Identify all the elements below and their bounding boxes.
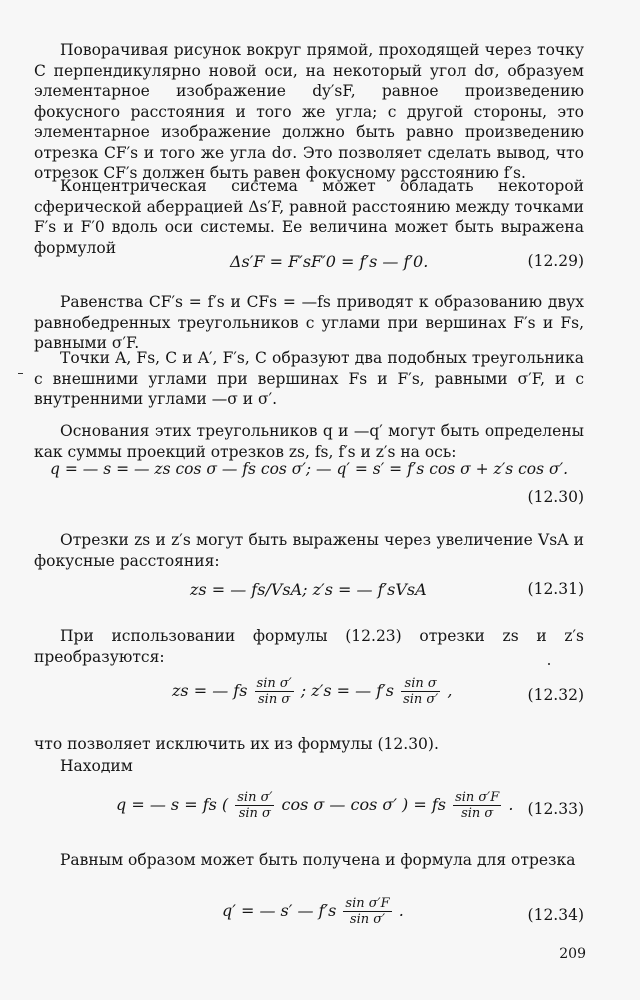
print-speck bbox=[548, 663, 550, 665]
paragraph-rotation: Поворачивая рисунок вокруг прямой, проходящей через точку C перпендикулярно новой оси, на некоторый угол dσ, образуем элементарное изображение dy′sF, равное произведению фокусного расстояния и того же угла; с другой стороны, это элементарное изображение должно быть равно произведению отрезка CF′s и того же угла dσ. Это позволяет сделать вывод, что отрезок CF′s должен быть равен фокусному расстоянию f′s. bbox=[34, 41, 584, 182]
fraction-numerator: sin σ′F bbox=[345, 896, 390, 911]
equation-text: zs = — fs bbox=[172, 681, 248, 700]
fraction-numerator: sin σ′F bbox=[455, 790, 500, 805]
equation-12-32-body bbox=[172, 676, 452, 707]
equation-number: (12.29) bbox=[527, 252, 584, 270]
equation-12-29 bbox=[0, 252, 640, 276]
fraction-denominator: sin σ bbox=[453, 805, 501, 821]
paragraph-similarly: Равным образом может быть получена и формула для отрезка bbox=[60, 851, 576, 869]
fraction-numerator: sin σ′ bbox=[256, 676, 292, 691]
equation-12-34-body bbox=[222, 896, 404, 927]
margin-mark bbox=[18, 373, 23, 374]
equation-text: q′ = — s′ — f′s bbox=[222, 901, 337, 920]
paragraph-concentric-system: Концентрическая система может обладать некоторой сферической аберрацией Δs′F, равной расстоянию между точками F′s и F′0 вдоль оси системы. Ее величина может быть выражена формулой bbox=[34, 177, 584, 257]
equation-number: (12.32) bbox=[527, 686, 584, 704]
equation-number: (12.33) bbox=[527, 800, 584, 818]
equation-text: . bbox=[508, 795, 514, 814]
equation-12-33 bbox=[0, 790, 640, 830]
equation-12-34 bbox=[0, 896, 640, 936]
paragraph-points: Точки A, Fs, C и A′, F′s, C образуют два подобных треугольника с внешними углами при вершинах Fs и F′s, равными σ′F, и с внутренними углами —σ и σ′. bbox=[34, 349, 584, 408]
page-number: 209 bbox=[559, 946, 586, 962]
equation-text: ; z′s = — f′s bbox=[300, 681, 394, 700]
fraction bbox=[453, 790, 501, 821]
paragraph-equalities: Равенства CF′s = f′s и CFs = —fs приводят к образованию двух равнобедренных треугольников с углами при вершинах F′s и Fs, равными σ′F. bbox=[34, 293, 584, 352]
equation-number: (12.30) bbox=[527, 488, 584, 506]
fraction-denominator: sin σ′ bbox=[403, 692, 439, 707]
equation-12-30 bbox=[0, 460, 640, 508]
equation-text: . bbox=[398, 901, 404, 920]
equation-12-33-body bbox=[116, 790, 513, 821]
fraction-numerator: sin σ′ bbox=[237, 790, 273, 805]
equation-number: (12.31) bbox=[527, 580, 584, 598]
fraction bbox=[343, 896, 391, 927]
equation-text: , bbox=[447, 681, 453, 700]
equation-12-31 bbox=[0, 580, 640, 604]
equation-12-30-body: q = — s = — zs cos σ — fs cos σ′; — q′ = s′ = f′s cos σ + z′s cos σ′. bbox=[50, 460, 569, 478]
paragraph-bases: Основания этих треугольников q и —q′ могут быть определены как суммы проекций отрезков zs, fs, f′s и z′s на ось: bbox=[34, 422, 584, 461]
equation-12-31-body: zs = — fs/VsA; z′s = — f′sVsA bbox=[190, 580, 427, 599]
fraction-denominator: sin σ bbox=[235, 805, 274, 821]
equation-text: q = — s = fs ( bbox=[116, 795, 229, 814]
fraction bbox=[235, 790, 274, 821]
fraction bbox=[255, 676, 294, 707]
equation-12-29-body: Δs′F = F′sF′0 = f′s — f′0. bbox=[230, 252, 429, 271]
fraction-denominator: sin σ′ bbox=[343, 911, 391, 927]
fraction-numerator: sin σ bbox=[404, 676, 437, 691]
fraction bbox=[401, 676, 440, 707]
equation-number: (12.34) bbox=[527, 906, 584, 924]
equation-text: cos σ — cos σ′ ) = fs bbox=[281, 795, 446, 814]
equation-12-32 bbox=[0, 676, 640, 716]
fraction-denominator: sin σ bbox=[255, 691, 294, 707]
paragraph-exclude: что позволяет исключить их из формулы (12.30). bbox=[34, 735, 439, 753]
paragraph-find: Находим bbox=[60, 757, 133, 775]
paragraph-transform: При использовании формулы (12.23) отрезки zs и z′s преобразуются: bbox=[34, 627, 584, 666]
paragraph-segments: Отрезки zs и z′s могут быть выражены через увеличение VsA и фокусные расстояния: bbox=[34, 531, 584, 570]
